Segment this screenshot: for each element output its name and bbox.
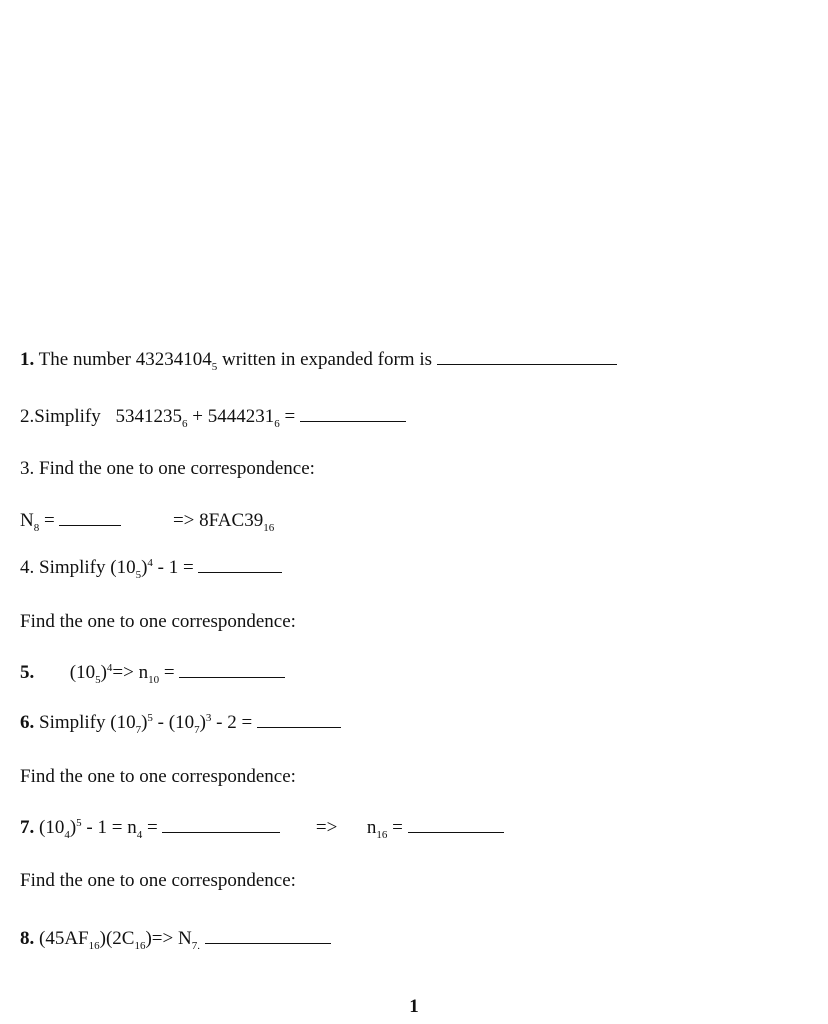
question-8 (20, 927, 331, 953)
expression: (10 (39, 817, 65, 838)
expression: (45AF (39, 928, 89, 949)
subscript: 4 (136, 829, 143, 841)
subscript: 6 (274, 418, 280, 430)
section-heading: Find the one to one correspondence: (20, 870, 296, 891)
hex-value: 8FAC39 (199, 510, 264, 531)
equals: = (392, 817, 403, 838)
question-4 (20, 556, 282, 582)
question-3-body (20, 509, 274, 535)
paren: ) (69, 817, 77, 838)
question-number: 5. (20, 662, 35, 683)
answer-blank[interactable] (179, 676, 285, 678)
subscript: 7. (191, 940, 200, 952)
question-text: 3. Find the one to one correspondence: (20, 458, 315, 479)
expression: - 1 = n (86, 817, 137, 838)
question-6 (20, 711, 341, 737)
question-text: - 1 = (157, 557, 194, 578)
subscript: 16 (134, 940, 146, 952)
question-7 (20, 816, 504, 842)
answer-blank[interactable] (300, 420, 406, 422)
arrow: => (172, 510, 195, 531)
subscript: 5 (135, 569, 142, 581)
operator: + (192, 406, 203, 427)
paren: ) (141, 712, 148, 733)
paren: ) (100, 662, 107, 683)
superscript: 3 (205, 712, 212, 724)
arrow: => (315, 817, 338, 838)
question-number: 8. (20, 928, 35, 949)
superscript: 4 (106, 662, 113, 674)
question-text: The number 43234104 (38, 349, 212, 370)
equals: = (163, 662, 175, 683)
page-number: 1 (409, 996, 419, 1017)
number: 5444231 (207, 406, 275, 427)
subscript: 6 (182, 418, 188, 430)
superscript: 5 (76, 817, 82, 829)
question-5 (20, 661, 285, 687)
question-text: 4. Simplify (10 (20, 557, 136, 578)
subscript: 16 (263, 522, 275, 534)
answer-blank[interactable] (162, 831, 280, 833)
question-1 (20, 348, 617, 374)
subscript: 16 (376, 829, 388, 841)
question-number: 7. (20, 817, 35, 838)
subscript: 7 (135, 724, 142, 736)
answer-blank[interactable] (257, 726, 341, 728)
subscript: 5 (95, 674, 101, 686)
subscript: 16 (88, 940, 100, 952)
paren: ) (141, 557, 148, 578)
superscript: 4 (147, 557, 153, 569)
expression: )=> N (145, 928, 192, 949)
subscript: 7 (194, 724, 200, 736)
answer-blank[interactable] (205, 942, 331, 944)
question-number: 1. (20, 349, 35, 370)
answer-blank[interactable] (437, 363, 617, 365)
expression: => n (112, 662, 149, 683)
question-number: 6. (20, 712, 35, 733)
equals: = (146, 817, 158, 838)
paren: ) (199, 712, 206, 733)
equals: = (43, 510, 55, 531)
question-text: Simplify (10 (39, 712, 136, 733)
equals: = (284, 406, 296, 427)
answer-blank[interactable] (408, 831, 504, 833)
variable: n (366, 817, 377, 838)
answer-blank[interactable] (59, 524, 121, 526)
question-text: written in expanded form is (222, 349, 433, 370)
subscript: 10 (148, 674, 160, 686)
expression: (10 (69, 662, 96, 683)
expression: )(2C (99, 928, 135, 949)
expression: - (10 (157, 712, 195, 733)
section-heading: Find the one to one correspondence: (20, 766, 296, 787)
subscript: 5 (211, 361, 218, 373)
question-2 (20, 405, 406, 431)
question-text: - 2 = (216, 712, 253, 733)
question-text: 2.Simplify (20, 406, 101, 427)
subscript: 4 (64, 829, 70, 841)
superscript: 5 (147, 712, 153, 724)
question-3 (20, 457, 315, 481)
section-heading: Find the one to one correspondence: (20, 611, 296, 632)
number: 5341235 (115, 406, 183, 427)
subscript: 8 (33, 522, 40, 534)
answer-blank[interactable] (198, 571, 282, 573)
variable: N (20, 510, 34, 531)
